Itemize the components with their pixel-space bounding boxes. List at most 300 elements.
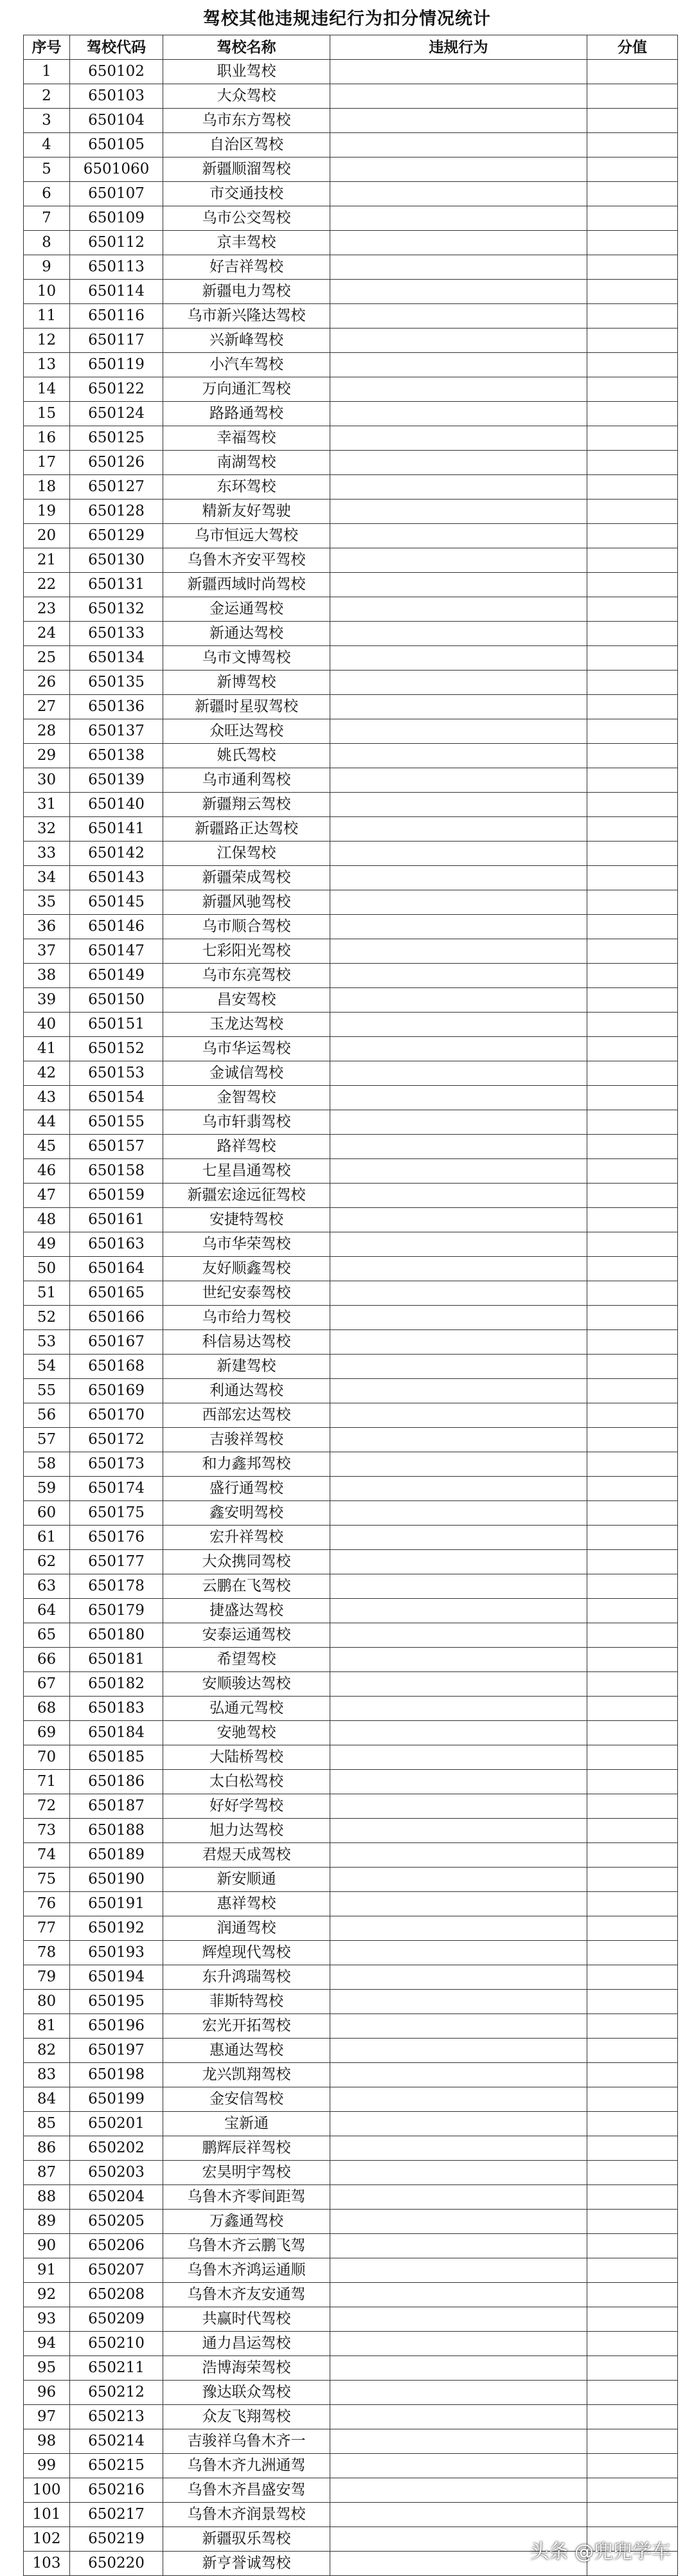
cell-school-code: 650112: [70, 231, 163, 255]
cell-violation: [330, 695, 587, 719]
watermark: 头条 @兜兜学车: [529, 2541, 671, 2563]
cell-index: 86: [24, 2136, 70, 2161]
table-row: [24, 1574, 678, 1599]
cell-score: [587, 1184, 678, 1208]
table-row: [24, 500, 678, 524]
cell-violation: [330, 475, 587, 500]
table-row: [24, 1208, 678, 1232]
table-row: [24, 1745, 678, 1770]
cell-index: 34: [24, 866, 70, 890]
table-row: [24, 2283, 678, 2307]
table-row: [24, 2161, 678, 2185]
table-row: [24, 1599, 678, 1623]
cell-school-code: 650177: [70, 1550, 163, 1574]
cell-score: [587, 1868, 678, 1892]
cell-school-code: 650132: [70, 597, 163, 622]
cell-school-code: 650187: [70, 1794, 163, 1819]
cell-violation: [330, 2258, 587, 2283]
cell-school-code: 650186: [70, 1770, 163, 1794]
cell-school-code: 650179: [70, 1599, 163, 1623]
cell-school-name: 好好学驾校: [163, 1794, 330, 1819]
cell-school-code: 650205: [70, 2210, 163, 2234]
table-row: [24, 133, 678, 158]
cell-score: [587, 158, 678, 182]
cell-school-name: 乌市文博驾校: [163, 646, 330, 671]
cell-violation: [330, 1501, 587, 1526]
cell-school-name: 金运通驾校: [163, 597, 330, 622]
cell-index: 19: [24, 500, 70, 524]
table-row: [24, 158, 678, 182]
cell-score: [587, 1355, 678, 1379]
cell-school-name: 新疆路正达驾校: [163, 817, 330, 842]
cell-school-code: 650161: [70, 1208, 163, 1232]
cell-school-name: 鹏辉辰祥驾校: [163, 2136, 330, 2161]
cell-violation: [330, 817, 587, 842]
cell-school-code: 650163: [70, 1232, 163, 1257]
cell-school-name: 精新友好驾驶: [163, 500, 330, 524]
cell-school-code: 650150: [70, 988, 163, 1013]
cell-index: 102: [24, 2527, 70, 2552]
cell-score: [587, 426, 678, 451]
cell-school-name: 玉龙达驾校: [163, 1013, 330, 1037]
cell-score: [587, 915, 678, 939]
cell-school-code: 650134: [70, 646, 163, 671]
cell-school-code: 650102: [70, 60, 163, 84]
cell-violation: [330, 768, 587, 793]
cell-school-name: 乌鲁木齐鸿运通顺: [163, 2258, 330, 2283]
table-row: [24, 866, 678, 890]
table-row: [24, 1355, 678, 1379]
cell-violation: [330, 1916, 587, 1941]
cell-index: 56: [24, 1403, 70, 1428]
cell-school-name: 乌市华荣驾校: [163, 1232, 330, 1257]
cell-violation: [330, 1086, 587, 1110]
cell-violation: [330, 182, 587, 206]
cell-school-code: 650178: [70, 1574, 163, 1599]
table-row: [24, 597, 678, 622]
cell-school-code: 650107: [70, 182, 163, 206]
cell-school-name: 安驰驾校: [163, 1721, 330, 1745]
table-row: [24, 1623, 678, 1648]
cell-score: [587, 1721, 678, 1745]
cell-school-name: 乌鲁木齐安平驾校: [163, 548, 330, 573]
cell-school-name: 宏升祥驾校: [163, 1526, 330, 1550]
cell-school-code: 650168: [70, 1355, 163, 1379]
cell-school-name: 新疆驭乐驾校: [163, 2527, 330, 2552]
cell-school-name: 新疆时星驭驾校: [163, 695, 330, 719]
cell-index: 3: [24, 109, 70, 133]
cell-index: 10: [24, 280, 70, 304]
cell-school-name: 乌鲁木齐友安通驾: [163, 2283, 330, 2307]
cell-index: 50: [24, 1257, 70, 1281]
cell-index: 87: [24, 2161, 70, 2185]
cell-violation: [330, 1941, 587, 1965]
cell-school-name: 姚氏驾校: [163, 744, 330, 768]
cell-score: [587, 206, 678, 231]
cell-score: [587, 524, 678, 548]
cell-score: [587, 402, 678, 426]
cell-school-code: 650182: [70, 1672, 163, 1697]
cell-school-code: 650203: [70, 2161, 163, 2185]
cell-violation: [330, 1574, 587, 1599]
cell-school-name: 金诚信驾校: [163, 1061, 330, 1086]
cell-school-code: 650131: [70, 573, 163, 597]
cell-school-name: 辉煌现代驾校: [163, 1941, 330, 1965]
cell-violation: [330, 1159, 587, 1184]
table-row: [24, 1281, 678, 1306]
cell-index: 72: [24, 1794, 70, 1819]
cell-school-code: 650116: [70, 304, 163, 329]
cell-school-code: 650188: [70, 1819, 163, 1843]
cell-score: [587, 793, 678, 817]
cell-school-name: 新疆宏途远征驾校: [163, 1184, 330, 1208]
cell-school-code: 650181: [70, 1648, 163, 1672]
cell-school-code: 650220: [70, 2552, 163, 2576]
cell-violation: [330, 1648, 587, 1672]
cell-index: 96: [24, 2381, 70, 2405]
cell-violation: [330, 1403, 587, 1428]
cell-score: [587, 451, 678, 475]
cell-school-name: 乌市轩翡驾校: [163, 1110, 330, 1135]
cell-school-name: 万向通汇驾校: [163, 377, 330, 402]
cell-index: 4: [24, 133, 70, 158]
table-row: [24, 1794, 678, 1819]
header-score: 分值: [587, 35, 678, 60]
cell-school-code: 650209: [70, 2307, 163, 2332]
cell-violation: [330, 915, 587, 939]
cell-index: 49: [24, 1232, 70, 1257]
cell-violation: [330, 2356, 587, 2381]
cell-school-name: 旭力达驾校: [163, 1819, 330, 1843]
cell-score: [587, 1648, 678, 1672]
cell-school-code: 650109: [70, 206, 163, 231]
cell-school-code: 650193: [70, 1941, 163, 1965]
table-row: [24, 60, 678, 84]
cell-school-code: 650104: [70, 109, 163, 133]
cell-school-name: 路祥驾校: [163, 1135, 330, 1159]
cell-school-code: 650189: [70, 1843, 163, 1868]
cell-violation: [330, 84, 587, 109]
cell-index: 55: [24, 1379, 70, 1403]
cell-school-code: 650206: [70, 2234, 163, 2258]
cell-index: 62: [24, 1550, 70, 1574]
cell-score: [587, 1110, 678, 1135]
cell-school-code: 650138: [70, 744, 163, 768]
table-row: [24, 2332, 678, 2356]
cell-index: 28: [24, 719, 70, 744]
cell-index: 57: [24, 1428, 70, 1452]
cell-school-code: 650125: [70, 426, 163, 451]
cell-score: [587, 988, 678, 1013]
table-row: [24, 2039, 678, 2063]
cell-index: 78: [24, 1941, 70, 1965]
cell-score: [587, 695, 678, 719]
cell-index: 60: [24, 1501, 70, 1526]
cell-index: 90: [24, 2234, 70, 2258]
table-row: [24, 1697, 678, 1721]
cell-index: 45: [24, 1135, 70, 1159]
cell-school-name: 乌鲁木齐润景驾校: [163, 2503, 330, 2527]
cell-school-name: 君煜天成驾校: [163, 1843, 330, 1868]
table-row: [24, 1892, 678, 1916]
table-row: [24, 1501, 678, 1526]
cell-score: [587, 500, 678, 524]
cell-index: 98: [24, 2429, 70, 2454]
table-row: [24, 2063, 678, 2087]
cell-school-code: 650130: [70, 548, 163, 573]
cell-school-code: 650210: [70, 2332, 163, 2356]
cell-violation: [330, 671, 587, 695]
table-row: [24, 280, 678, 304]
cell-school-code: 650172: [70, 1428, 163, 1452]
cell-school-code: 650146: [70, 915, 163, 939]
cell-index: 39: [24, 988, 70, 1013]
cell-index: 82: [24, 2039, 70, 2063]
cell-index: 61: [24, 1526, 70, 1550]
cell-violation: [330, 1819, 587, 1843]
table-row: [24, 2210, 678, 2234]
cell-school-name: 宏昊明宇驾校: [163, 2161, 330, 2185]
cell-score: [587, 2087, 678, 2112]
cell-violation: [330, 1721, 587, 1745]
cell-school-code: 650158: [70, 1159, 163, 1184]
cell-score: [587, 1990, 678, 2014]
cell-violation: [330, 939, 587, 964]
cell-score: [587, 671, 678, 695]
table-row: [24, 842, 678, 866]
cell-school-code: 650180: [70, 1623, 163, 1648]
cell-school-code: 650170: [70, 1403, 163, 1428]
cell-index: 5: [24, 158, 70, 182]
table-row: [24, 1306, 678, 1330]
cell-index: 65: [24, 1623, 70, 1648]
table-row: [24, 2478, 678, 2503]
cell-score: [587, 1061, 678, 1086]
cell-score: [587, 817, 678, 842]
table-row: [24, 426, 678, 451]
cell-school-name: 新博驾校: [163, 671, 330, 695]
cell-violation: [330, 1257, 587, 1281]
table-row: [24, 1379, 678, 1403]
cell-score: [587, 1281, 678, 1306]
cell-school-code: 650143: [70, 866, 163, 890]
cell-school-code: 650145: [70, 890, 163, 915]
table-row: [24, 695, 678, 719]
cell-school-code: 650119: [70, 353, 163, 377]
table-row: [24, 2185, 678, 2210]
cell-index: 36: [24, 915, 70, 939]
cell-school-code: 650147: [70, 939, 163, 964]
cell-score: [587, 1965, 678, 1990]
cell-violation: [330, 524, 587, 548]
cell-score: [587, 866, 678, 890]
cell-violation: [330, 2161, 587, 2185]
table-row: [24, 1721, 678, 1745]
cell-violation: [330, 842, 587, 866]
cell-violation: [330, 426, 587, 451]
table-row: [24, 1916, 678, 1941]
cell-score: [587, 2014, 678, 2039]
cell-index: 26: [24, 671, 70, 695]
cell-school-code: 650117: [70, 329, 163, 353]
cell-index: 79: [24, 1965, 70, 1990]
cell-school-code: 650141: [70, 817, 163, 842]
cell-score: [587, 2210, 678, 2234]
cell-score: [587, 133, 678, 158]
table-row: [24, 1990, 678, 2014]
cell-school-name: 万鑫通驾校: [163, 2210, 330, 2234]
cell-index: 69: [24, 1721, 70, 1745]
cell-school-name: 兴新峰驾校: [163, 329, 330, 353]
cell-violation: [330, 2234, 587, 2258]
header-school-name: 驾校名称: [163, 35, 330, 60]
cell-school-name: 七彩阳光驾校: [163, 939, 330, 964]
cell-score: [587, 1745, 678, 1770]
cell-score: [587, 1013, 678, 1037]
table-row: [24, 768, 678, 793]
cell-score: [587, 1330, 678, 1355]
cell-school-name: 新疆电力驾校: [163, 280, 330, 304]
cell-school-name: 西部宏达驾校: [163, 1403, 330, 1428]
table-row: [24, 451, 678, 475]
cell-school-code: 650154: [70, 1086, 163, 1110]
cell-school-code: 650136: [70, 695, 163, 719]
cell-score: [587, 719, 678, 744]
cell-school-name: 盛行通驾校: [163, 1477, 330, 1501]
cell-school-code: 650208: [70, 2283, 163, 2307]
cell-school-name: 乌市给力驾校: [163, 1306, 330, 1330]
cell-school-name: 通力昌运驾校: [163, 2332, 330, 2356]
cell-violation: [330, 377, 587, 402]
table-row: [24, 1672, 678, 1697]
cell-school-code: 650195: [70, 1990, 163, 2014]
cell-score: [587, 2405, 678, 2429]
table-row: [24, 1135, 678, 1159]
cell-violation: [330, 1355, 587, 1379]
table-row: [24, 475, 678, 500]
cell-score: [587, 231, 678, 255]
table-row: [24, 1232, 678, 1257]
cell-index: 43: [24, 1086, 70, 1110]
cell-school-code: 650215: [70, 2454, 163, 2478]
table-row: [24, 206, 678, 231]
cell-score: [587, 1208, 678, 1232]
table-row: [24, 1110, 678, 1135]
cell-index: 83: [24, 2063, 70, 2087]
cell-score: [587, 1819, 678, 1843]
table-row: [24, 2087, 678, 2112]
table-row: [24, 2112, 678, 2136]
cell-index: 14: [24, 377, 70, 402]
cell-score: [587, 1037, 678, 1061]
cell-score: [587, 1697, 678, 1721]
cell-school-name: 豫达联众驾校: [163, 2381, 330, 2405]
cell-school-name: 新亨誉诚驾校: [163, 2552, 330, 2576]
table-row: [24, 2234, 678, 2258]
cell-index: 70: [24, 1745, 70, 1770]
cell-school-name: 浩博海荣驾校: [163, 2356, 330, 2381]
cell-school-name: 鑫安明驾校: [163, 1501, 330, 1526]
cell-school-name: 新疆翔云驾校: [163, 793, 330, 817]
cell-school-name: 幸福驾校: [163, 426, 330, 451]
cell-school-name: 惠祥驾校: [163, 1892, 330, 1916]
cell-violation: [330, 1428, 587, 1452]
cell-school-code: 650183: [70, 1697, 163, 1721]
cell-violation: [330, 2087, 587, 2112]
cell-school-name: 润通驾校: [163, 1916, 330, 1941]
header-violation: 违规行为: [330, 35, 587, 60]
table-row: [24, 1086, 678, 1110]
cell-school-name: 科信易达驾校: [163, 1330, 330, 1355]
cell-score: [587, 2283, 678, 2307]
cell-score: [587, 1672, 678, 1697]
cell-index: 80: [24, 1990, 70, 2014]
cell-score: [587, 2136, 678, 2161]
cell-violation: [330, 744, 587, 768]
cell-score: [587, 1257, 678, 1281]
cell-school-name: 乌鲁木齐零间距驾: [163, 2185, 330, 2210]
penalty-table: [23, 35, 678, 2576]
table-body: [24, 60, 678, 2576]
table-row: [24, 2258, 678, 2283]
cell-school-name: 安泰运通驾校: [163, 1623, 330, 1648]
cell-school-code: 650212: [70, 2381, 163, 2405]
cell-violation: [330, 1208, 587, 1232]
cell-violation: [330, 597, 587, 622]
cell-score: [587, 1623, 678, 1648]
cell-school-name: 东升鸿瑞驾校: [163, 1965, 330, 1990]
cell-violation: [330, 2112, 587, 2136]
cell-school-name: 大众携同驾校: [163, 1550, 330, 1574]
cell-violation: [330, 719, 587, 744]
cell-score: [587, 1941, 678, 1965]
cell-violation: [330, 573, 587, 597]
cell-score: [587, 1770, 678, 1794]
cell-score: [587, 2234, 678, 2258]
cell-school-code: 650124: [70, 402, 163, 426]
table-row: [24, 2381, 678, 2405]
cell-violation: [330, 1379, 587, 1403]
cell-school-code: 650164: [70, 1257, 163, 1281]
cell-school-code: 650199: [70, 2087, 163, 2112]
cell-violation: [330, 866, 587, 890]
table-row: [24, 109, 678, 133]
cell-score: [587, 2258, 678, 2283]
cell-violation: [330, 1037, 587, 1061]
cell-school-name: 宝新通: [163, 2112, 330, 2136]
cell-school-code: 650165: [70, 1281, 163, 1306]
cell-score: [587, 1599, 678, 1623]
cell-index: 38: [24, 964, 70, 988]
cell-school-name: 新疆风驰驾校: [163, 890, 330, 915]
cell-index: 15: [24, 402, 70, 426]
cell-violation: [330, 2014, 587, 2039]
cell-school-code: 650151: [70, 1013, 163, 1037]
cell-index: 84: [24, 2087, 70, 2112]
cell-violation: [330, 646, 587, 671]
cell-school-name: 菲斯特驾校: [163, 1990, 330, 2014]
cell-school-code: 650113: [70, 255, 163, 280]
cell-score: [587, 1501, 678, 1526]
table-row: [24, 817, 678, 842]
table-row: [24, 2454, 678, 2478]
cell-school-code: 650175: [70, 1501, 163, 1526]
cell-school-name: 新安顺通: [163, 1868, 330, 1892]
table-row: [24, 1648, 678, 1672]
table-row: [24, 2356, 678, 2381]
cell-index: 94: [24, 2332, 70, 2356]
cell-violation: [330, 548, 587, 573]
